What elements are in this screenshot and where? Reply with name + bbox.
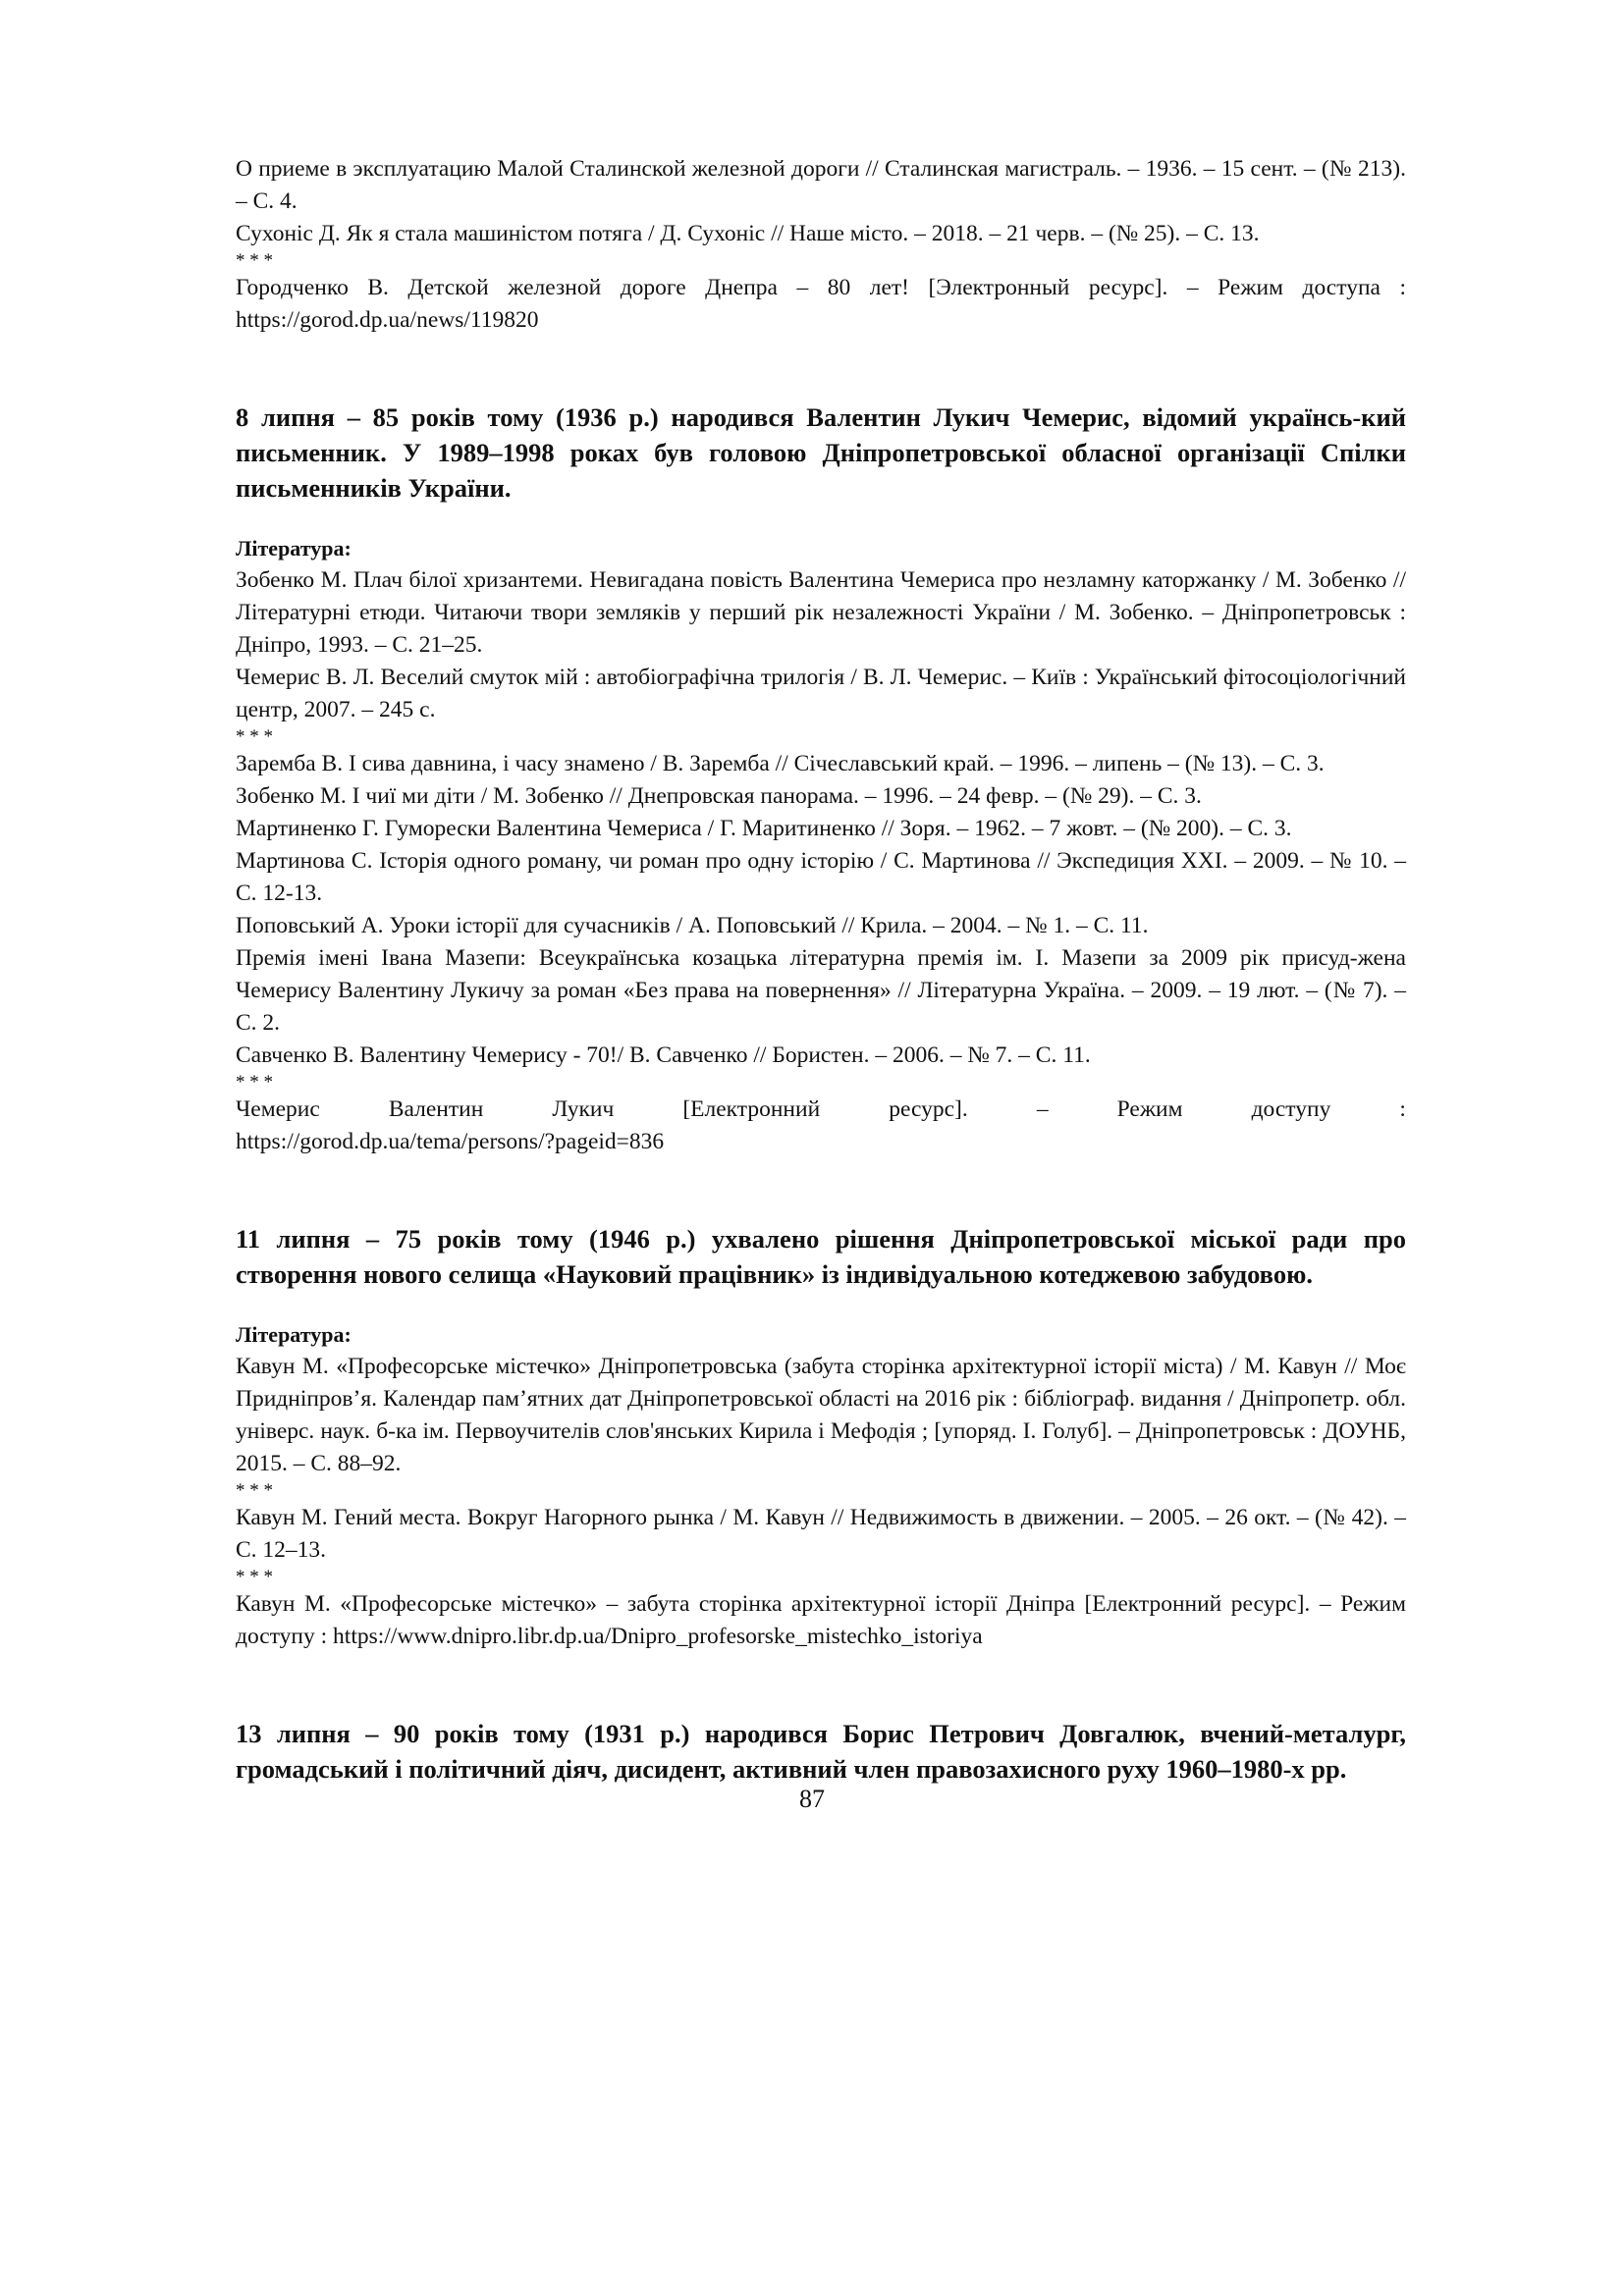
word: Лукич [552,1096,615,1122]
bib-entry: Сухоніс Д. Як я стала машиністом потяга / Д. Сухоніс // Наше місто. – 2018. – 21 черв. – (№ 25). – С. 13. [236,221,1260,246]
word: доступу [1251,1096,1331,1122]
event-heading: 13 липня – 90 років тому (1931 р.) народився Борис Петрович Довгалюк, вчений-металург, громадський і політичний діяч, дисидент, активний член правозахисного руху 1960–1980-х рр. [236,1719,1406,1784]
bib-entry: Кавун М. «Професорське містечко» Дніпропетровська (забута сторінка архітектурної історії міста) / М. Кавун // Моє Придніпров’я. Календар пам’ятних дат Дніпропетровської області на 2016 рік : бібліограф. видання / Дніпропетр. обл. універс. наук. б-ка ім. Первоучителів слов'янських Кирила і Мефодія ; [упоряд. І. Голуб]. – Дніпропетровськ : ДОУНБ, 2015. – С. 88–92. [236,1354,1406,1476]
bib-entry: Кавун М. Гений места. Вокруг Нагорного рынка / М. Кавун // Недвижимость в движении. – 2005. – 26 окт. – (№ 42). – С. 12–13. [236,1505,1406,1563]
bib-entry: Поповський А. Уроки історії для сучасників / А. Поповський // Крила. – 2004. – № 1. – С. 11. [236,913,1149,938]
separator-stars: * * * [236,1072,273,1093]
bib-entry: О приеме в эксплуатацию Малой Сталинской железной дороги // Сталинская магистраль. – 1936. – 15 сент. – (№ 213). – С. 4. [236,156,1406,214]
bib-entry: Зобенко М. І чиї ми діти / М. Зобенко // Днепровская панорама. – 1996. – 24 февр. – (№ 29). – С. 3. [236,783,1202,809]
word: Валентин [388,1096,484,1122]
word: Режим [1116,1096,1183,1122]
page-number: 87 [799,1785,825,1813]
bib-entry: Мартиненко Г. Гуморески Валентина Чемериса / Г. Маритиненко // Зоря. – 1962. – 7 жовт. – (№ 200). – С. 3. [236,816,1292,841]
bib-entry-link: Городченко В. Детской железной дороге Днепра – 80 лет! [Электронный ресурс]. – Режим доступа : https://gorod.dp.ua/news/119820 [236,275,1406,333]
bib-entry: Савченко В. Валентину Чемерису - 70!/ В. Савченко // Бористен. – 2006. – № 7. – С. 11. [236,1042,1091,1068]
bib-entry: Заремба В. І сива давнина, і часу знамено / В. Заремба // Січеславський край. – 1996. – липень – (№ 13). – С. 3. [236,751,1325,776]
separator-stars: * * * [236,250,273,271]
spacer [236,1158,1406,1221]
separator-stars: * * * [236,1480,273,1501]
separator-stars: * * * [236,726,273,747]
spacer [236,337,1406,400]
bib-link: https://gorod.dp.ua/tema/persons/?pageid=836 [236,1129,665,1154]
bib-entry-link: Кавун М. «Професорське містечко» – забута сторінка архітектурної історії Дніпра [Електронний ресурс]. – Режим доступу : https://www.dnipro.libr.dp.ua/Dnipro_profesorske_mistechko_istoriya [236,1591,1406,1649]
bib-entry: Чемерис В. Л. Веселий смуток мій : автобіографічна трилогія / В. Л. Чемерис. – Київ : Український фітосоціологічний центр, 2007. – 245 с. [236,665,1406,722]
event-heading: 8 липня – 85 років тому (1936 р.) народився Валентин Лукич Чемерис, відомий українсь-кий письменник. У 1989–1998 роках був головою Дніпропетровської обласної організації Спілки письменників України. [236,402,1406,503]
bib-entry: Мартинова С. Історія одного роману, чи роман про одну історію / С. Мартинова // Экспедиция ХХІ. – 2009. – № 10. – С. 12-13. [236,848,1406,906]
word: : [1399,1096,1406,1122]
spacer [236,506,1406,533]
spacer [236,1653,1406,1716]
bib-entry-spread-line [236,1094,1406,1126]
word: – [1036,1096,1049,1122]
spacer [236,1292,1406,1319]
bib-entry: Зобенко М. Плач білої хризантеми. Невигадана повість Валентина Чемериса про незламну каторжанку / М. Зобенко // Літературні етюди. Читаючи твори земляків у перший рік незалежності України / М. Зобенко. – Дніпропетровськ : Дніпро, 1993. – С. 21–25. [236,567,1406,658]
word: ресурс]. [889,1096,968,1122]
word: [Електронний [682,1096,821,1122]
event-heading: 11 липня – 75 років тому (1946 р.) ухвалено рішення Дніпропетровської міської ради про створення нового селища «Науковий працівник» із індивідуальною котеджевою забудовою. [236,1224,1406,1289]
page-body [236,153,1406,1787]
separator-stars: * * * [236,1567,273,1587]
bib-entry: Премія імені Івана Мазепи: Всеукраїнська козацька літературна премія ім. І. Мазепи за 2009 рік присуд-жена Чемерису Валентину Лукичу за роман «Без права на повернення» // Літературна Україна. – 2009. – 19 лют. – (№ 7). – С. 2. [236,945,1406,1036]
word: Чемерис [236,1096,320,1122]
literature-label: Література: [236,536,352,561]
literature-label: Література: [236,1322,352,1347]
